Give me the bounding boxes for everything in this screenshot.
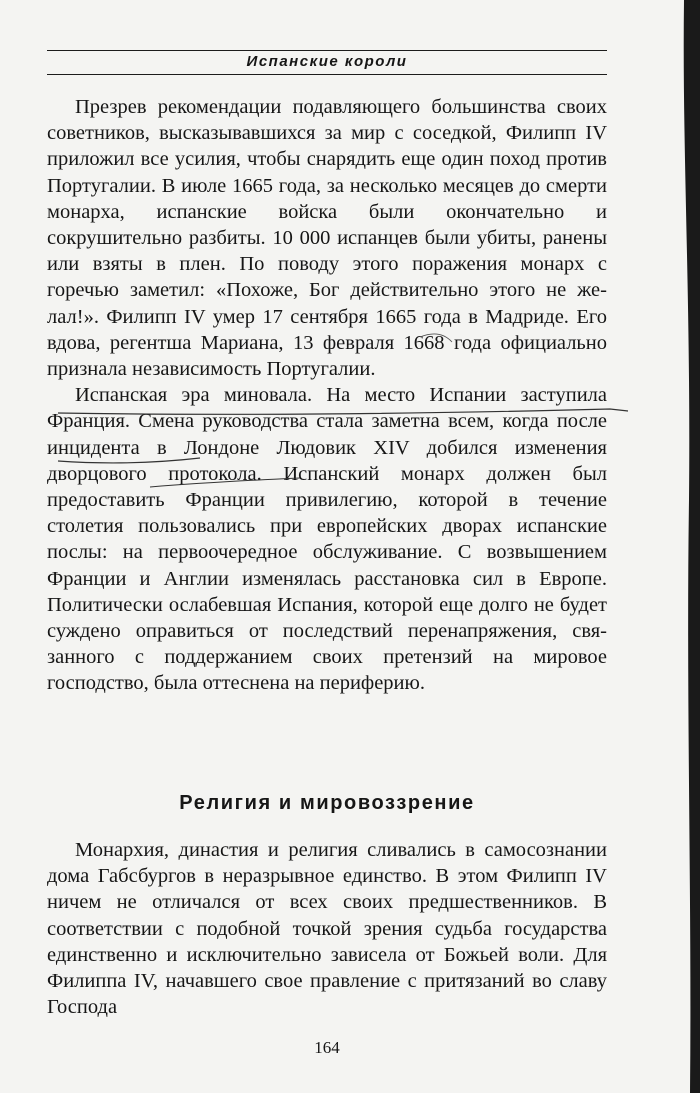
paragraph-1: Презрев рекомендации подавляющего большинства своих советников, высказывавшихся за мир с соседкой, Филипп IV приложил все усилия, чтобы снарядить еще один поход против Португалии. В июле 1665 года, за несколько месяцев до смерти монарха, испанские войска были окончательно и сокрушительно разбиты. 10 000 испанцев были убиты, ранены или взяты в плен. По поводу этого поражения монарх с горечью заметил: «Похоже, Бог действительно этого не желал!». Филипп IV умер 17 сентября 1665 года в Мадриде. Его вдова, регентша Мариана, 13 февраля 1668 года официально признала независимость Португалии.	[47, 96, 607, 381]
paragraph-2: Испанская эра миновала. На место Испании заступила Франция. Смена руководства стала заметна всем, когда после инцидента в Лондоне Людовик XIV добился изменения дворцового протокола. Испанский монарх должен был предоставить Франции привилегию, которой в течение столетия пользовались при европейских дворах испанские послы: на первоочередное обслуживание. С возвышением Франции и Англии изменялась расстановка сил в Европе. Политически ослабевшая Испания, которой еще долго не будет суждено оправиться от последствий перенапряжения, связанного с поддержанием своих претензий на мировое господство, была оттеснена на периферию.	[47, 384, 607, 695]
page-edge-shadow	[670, 0, 700, 1093]
running-head: Испанские короли	[246, 53, 408, 70]
header-rule-bottom	[47, 74, 607, 75]
section-paragraph-1: Монархия, династия и религия сливались в самосознании дома Габсбургов в неразрывное единство. В этом Филипп IV ничем не отличался от всех своих предшественников. В соответствии с подобной точкой зрения судьба государства единственно и исключительно зависела от Божьей воли. Для Филиппа IV, начавшего свое правление с притязаний во славу Господа	[47, 839, 607, 1019]
paragraphs-block	[47, 94, 607, 697]
section-paragraphs-block	[47, 837, 607, 1020]
page-number: 164	[314, 1038, 340, 1057]
section-heading: Религия и мировоззрение	[179, 792, 475, 814]
